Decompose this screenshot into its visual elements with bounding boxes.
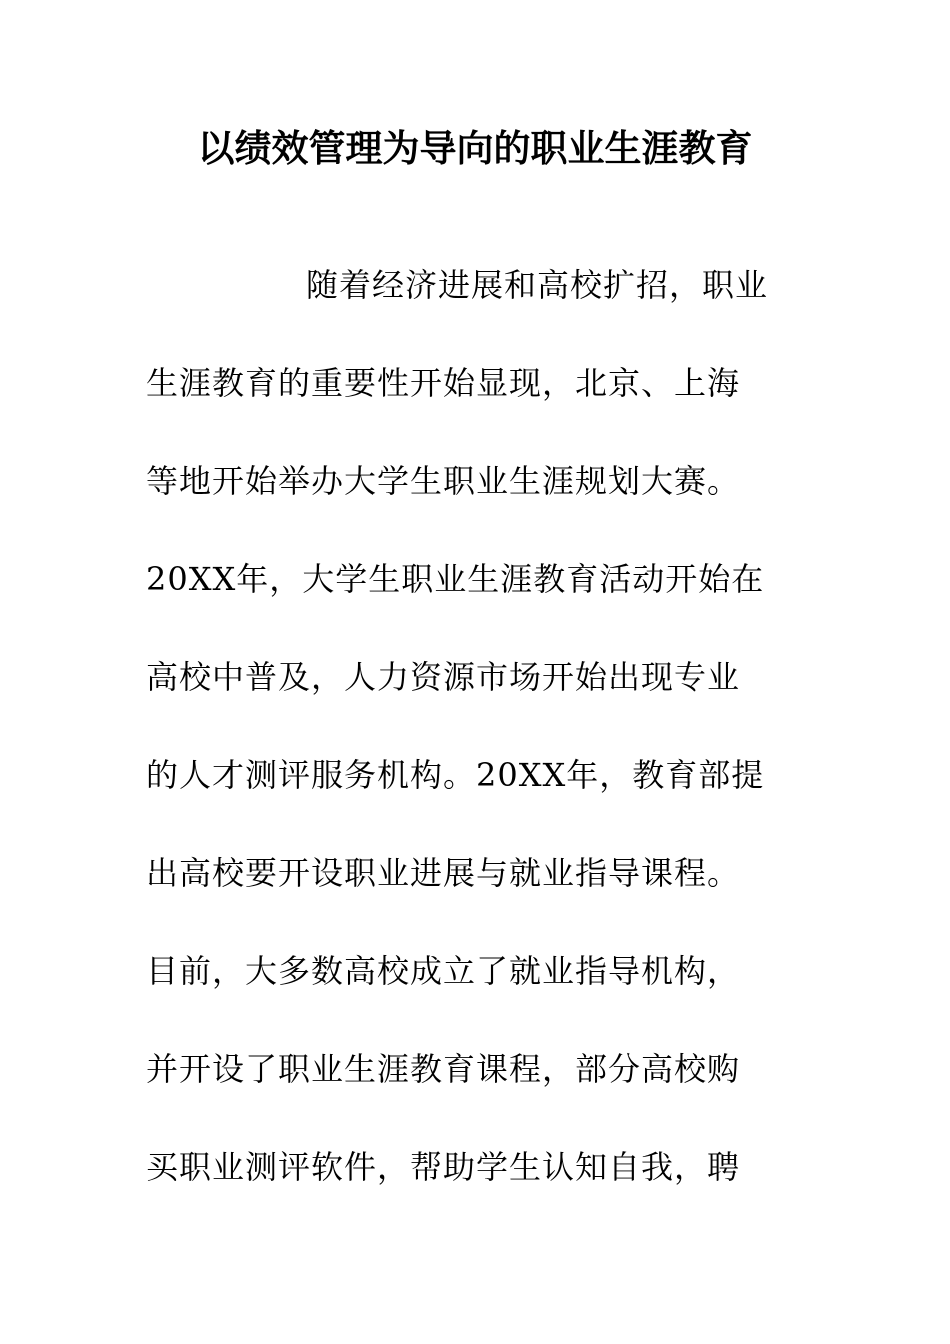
paragraph-line: 生涯教育的重要性开始显现，北京、上海 — [146, 364, 741, 402]
paragraph-line: 出高校要开设职业进展与就业指导课程。 — [146, 854, 741, 892]
paragraph-line: 并开设了职业生涯教育课程，部分高校购 — [146, 1050, 741, 1088]
paragraph-line: 的人才测评服务机构。20XX年，教育部提 — [146, 756, 765, 794]
paragraph-line: 高校中普及，人力资源市场开始出现专业 — [146, 658, 741, 696]
document-title: 以绩效管理为导向的职业生涯教育 — [197, 127, 753, 170]
paragraph-line: 等地开始举办大学生职业生涯规划大赛。 — [146, 462, 741, 500]
paragraph-line: 目前，大多数高校成立了就业指导机构， — [146, 952, 741, 990]
paragraph-line: 买职业测评软件，帮助学生认知自我，聘 — [146, 1148, 741, 1186]
paragraph-line: 20XX年，大学生职业生涯教育活动开始在 — [146, 560, 765, 598]
paragraph-line: 随着经济进展和高校扩招，职业 — [306, 266, 769, 304]
document-body — [146, 262, 826, 1242]
